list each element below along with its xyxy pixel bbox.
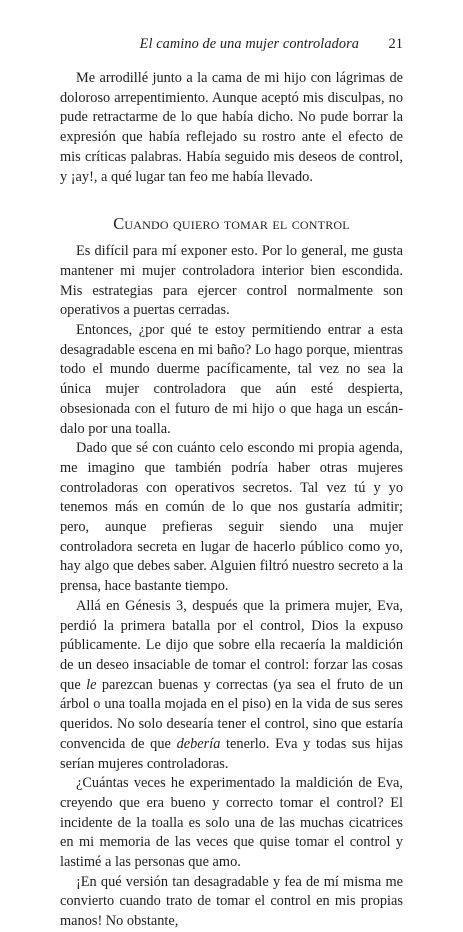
paragraph xyxy=(60,597,403,774)
paragraph: Entonces, ¿por qué te estoy permitiendo entrar a esta desagradable escena en mi baño? Lo hago porque, mientras todo el mundo duerme pacíficamente, tal vez no sea la única mujer controladora que aún esté despierta, obsesionada con el futuro de mi hijo o que haga un escándalo por una toalla. xyxy=(60,322,403,437)
page-number: 21 xyxy=(388,36,403,52)
paragraph-text: parezcan buenas y correctas (ya sea el fruto de un árbol o una toalla mojada en el piso) en la vida de sus seres queridos. No solo desearía tener el control, sino que estaría convencida de que xyxy=(60,676,403,752)
paragraph: Es difícil para mí exponer esto. Por lo general, me gusta mantener mi mujer controladora interior bien escondida. Mis estrategias para ejercer control normalmente son operativos a puertas cerradas. xyxy=(60,243,403,319)
body-text xyxy=(60,69,403,932)
paragraph: ¿Cuántas veces he experimentado la maldición de Eva, creyendo que era bueno y correcto tomar el control? El incidente de la toalla es solo una de las muchas cicatrices en mi memoria de las veces que quise tomar el control y lastimé a las personas que amo. xyxy=(60,775,403,871)
running-header xyxy=(60,36,403,56)
running-title: El camino de una mujer controladora xyxy=(139,36,359,52)
paragraph-text: Allá en Génesis 3, después que la primera mujer, Eva, perdió la primera batalla por el control, Dios la expuso públicamente. Le dijo que sobre ella recaería la maldición de un deseo insaciable de tomar el control: forzar las cosas que xyxy=(60,597,403,693)
paragraph: ¡En qué versión tan desagradable y fea de mí misma me convierto cuando trato de tomar el control en mis propias manos! No obstante, xyxy=(60,873,403,930)
paragraph: Dado que sé con cuánto celo escondo mi propia agenda, me imagino que también podría haber otras mujeres controladoras con operativos secretos. Tal vez tú y yo tenemos más en común de lo que nos gustaría admitir; pero, aunque prefieras seguir siendo una mujer controladora secreta en lugar de hacerlo público como yo, hay algo que debes saber. Alguien filtró nuestro secreto a la prensa, hace bastante tiempo. xyxy=(60,440,403,595)
paragraph-text: tenerlo. Eva y todas sus hijas serían mujeres controladoras. xyxy=(60,735,403,772)
emphasized-word: le xyxy=(86,676,97,693)
paragraph: Me arrodillé junto a la cama de mi hijo con lágrimas de doloroso arrepentimiento. Aunque aceptó mis disculpas, no pude retractarme de lo que había dicho. No pude borrar la expresión que había reflejado su rostro ante el efecto de mis críticas palabras. Había seguido mis deseos de control, y ¡ay!, a qué lugar tan feo me había llevado. xyxy=(60,70,403,185)
section-heading-text: Cuando quiero tomar el control xyxy=(113,214,350,234)
emphasized-word: debería xyxy=(176,735,221,752)
section-heading xyxy=(60,214,403,234)
